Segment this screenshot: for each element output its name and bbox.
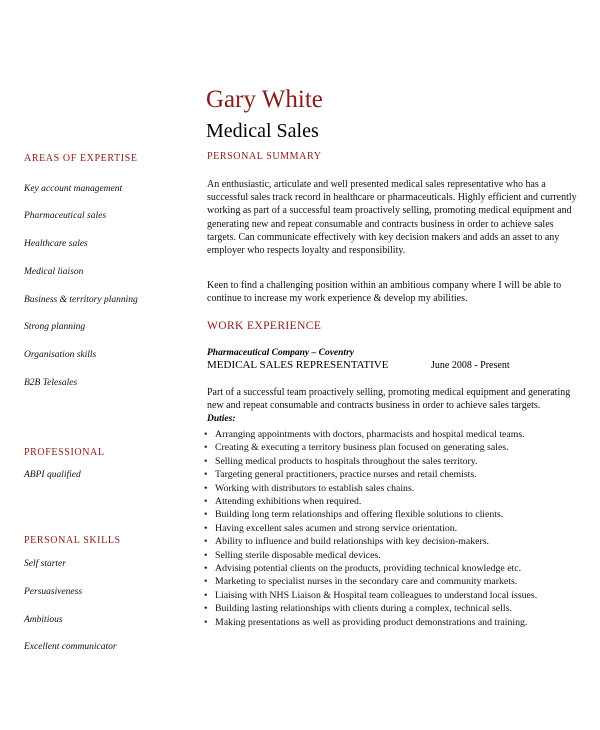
duty-item: • Working with distributors to establish sales chains. [204, 482, 415, 494]
bullet: • [204, 536, 208, 548]
skill-item: Self starter [24, 559, 66, 569]
bullet: • [204, 455, 208, 467]
expertise-item: Healthcare sales [24, 239, 88, 249]
expertise-item: Key account management [24, 184, 123, 194]
duty-item: • Selling sterile disposable medical devices. [204, 549, 381, 561]
experience-heading: WORK EXPERIENCE [207, 320, 322, 332]
bullet: • [204, 522, 208, 534]
expertise-item: Business & territory planning [24, 295, 138, 305]
summary-paragraph-2: Keen to find a challenging position within an ambitious company where I will be able to continue to increase my work experience & develop my abilities. [207, 280, 562, 305]
expertise-item: Strong planning [24, 322, 86, 332]
bullet: • [204, 576, 208, 588]
duty-item: • Liaising with NHS Liaison & Hospital team colleagues to understand local issues. [204, 589, 538, 601]
bullet: • [204, 496, 208, 508]
job-dates: June 2008 - Present [431, 360, 510, 371]
bullet: • [204, 563, 208, 575]
duty-item: • Building lasting relationships with clients during a complex, technical sells. [204, 603, 512, 615]
duties-heading: Duties: [207, 414, 236, 424]
skill-item: Excellent communicator [24, 642, 117, 652]
bullet: • [204, 603, 208, 615]
job-description: Part of a successful team proactively selling, promoting medical equipment and generating new and repeat consumable and contracts business in order to achieve sales targets. [207, 387, 571, 412]
candidate-name: Gary White [206, 86, 323, 113]
duty-item: • Having excellent sales acumen and strong service orientation. [204, 522, 458, 534]
skill-item: Ambitious [24, 615, 63, 625]
bullet: • [204, 589, 208, 601]
candidate-role: Medical Sales [206, 120, 319, 142]
expertise-item: Pharmaceutical sales [24, 211, 107, 221]
skills-heading: PERSONAL SKILLS [24, 535, 121, 546]
duty-item: • Arranging appointments with doctors, pharmacists and hospital medical teams. [204, 429, 525, 440]
summary-paragraph: An enthusiastic, articulate and well presented medical sales representative who has a successful sales track record in healthcare or pharmaceuticals. Highly efficient and currently working as part of a successful team proactively selling, promoting medical equipment and generating new and repeat consumable and contracts business in order to achieve sales targets. Can communicate effectively with key decision makers and adds an asset to any employer who respects loyalty and responsibility. [207, 179, 577, 257]
expertise-item: B2B Telesales [24, 378, 78, 388]
bullet: • [204, 469, 208, 481]
expertise-item: Medical liaison [24, 267, 84, 277]
job-company: Pharmaceutical Company – Coventry [207, 348, 354, 358]
professional-heading: PROFESSIONAL [24, 447, 105, 458]
job-title: MEDICAL SALES REPRESENTATIVE [207, 359, 389, 371]
duty-item: • Marketing to specialist nurses in the secondary care and community markets. [204, 576, 518, 588]
expertise-item: Organisation skills [24, 350, 97, 360]
bullet: • [204, 616, 208, 628]
duty-item: • Creating & executing a territory business plan focused on generating sales. [204, 442, 509, 454]
duty-item: • Selling medical products to hospitals throughout the sales territory. [204, 455, 478, 467]
duty-item: • Targeting general practitioners, practice nurses and retail chemists. [204, 469, 477, 481]
bullet: • [204, 509, 208, 521]
duty-item: • Building long term relationships and offering flexible solutions to clients. [204, 509, 504, 521]
bullet: • [204, 442, 208, 454]
duty-item: • Making presentations as well as providing product demonstrations and training. [204, 616, 528, 628]
duty-item: • Advising potential clients on the products, providing technical knowledge etc. [204, 563, 522, 575]
bullet: • [204, 482, 208, 494]
duty-item: • Attending exhibitions when required. [204, 496, 362, 508]
professional-item: ABPI qualified [24, 470, 81, 480]
bullet: • [204, 549, 208, 561]
duties-list [204, 428, 594, 629]
duty-item: • Ability to influence and build relationships with key decision-makers. [204, 536, 489, 548]
summary-heading: PERSONAL SUMMARY [207, 151, 322, 162]
expertise-heading: AREAS OF EXPERTISE [24, 153, 138, 164]
skill-item: Persuasiveness [24, 587, 83, 597]
bullet: • [204, 429, 208, 440]
